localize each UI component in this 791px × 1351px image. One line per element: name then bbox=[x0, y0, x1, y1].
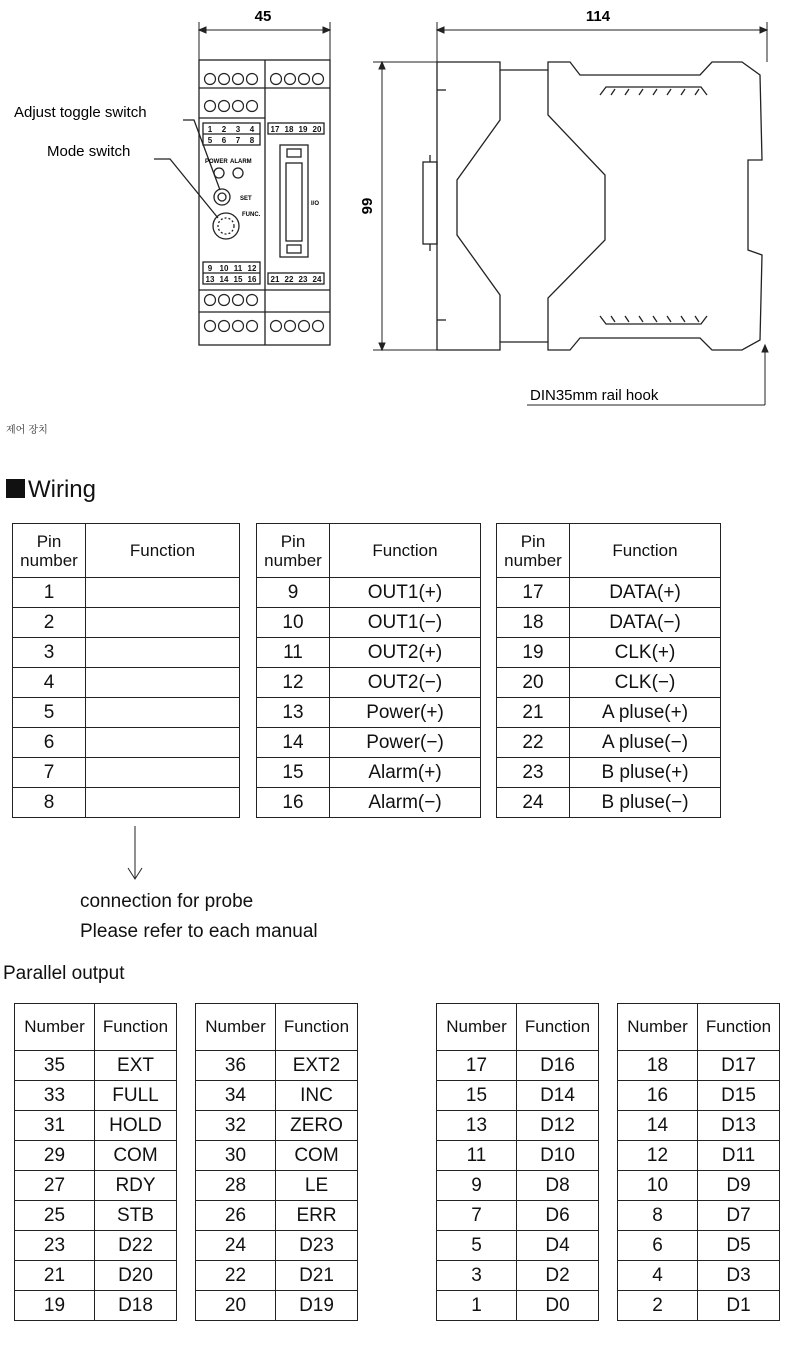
parallel-table-body bbox=[196, 1051, 358, 1321]
number-cell: 30 bbox=[196, 1141, 276, 1171]
table-row bbox=[618, 1201, 780, 1231]
function-cell bbox=[86, 788, 240, 818]
wiring-table-body bbox=[13, 578, 240, 818]
number-cell: 13 bbox=[437, 1111, 517, 1141]
terminal-number: 6 bbox=[221, 136, 227, 145]
table-row bbox=[497, 788, 721, 818]
wiring-table-body bbox=[257, 578, 481, 818]
pin-number-cell: 10 bbox=[257, 608, 330, 638]
function-cell bbox=[86, 758, 240, 788]
function-cell: D8 bbox=[517, 1171, 599, 1201]
func-label: FUNC. bbox=[242, 212, 261, 218]
function-cell: EXT2 bbox=[276, 1051, 358, 1081]
function-cell: Power(−) bbox=[330, 728, 481, 758]
table-row bbox=[437, 1171, 599, 1201]
table-row bbox=[15, 1231, 177, 1261]
pin-number-cell: 6 bbox=[13, 728, 86, 758]
terminal-number: 2 bbox=[221, 125, 227, 134]
terminal-number: 24 bbox=[312, 275, 322, 284]
pin-number-cell: 2 bbox=[13, 608, 86, 638]
function-cell: D23 bbox=[276, 1231, 358, 1261]
table-row bbox=[13, 608, 240, 638]
function-cell: D17 bbox=[698, 1051, 780, 1081]
probe-note-line2: Please refer to each manual bbox=[80, 921, 318, 942]
terminal-number: 12 bbox=[247, 264, 257, 273]
number-cell: 16 bbox=[618, 1081, 698, 1111]
function-cell: OUT1(+) bbox=[330, 578, 481, 608]
adjust-toggle-switch-label: Adjust toggle switch bbox=[14, 104, 147, 121]
pin-number-cell: 12 bbox=[257, 668, 330, 698]
table-row bbox=[13, 638, 240, 668]
number-cell: 32 bbox=[196, 1111, 276, 1141]
table-row bbox=[437, 1051, 599, 1081]
table-row bbox=[437, 1141, 599, 1171]
terminal-number: 14 bbox=[219, 275, 229, 284]
number-cell: 20 bbox=[196, 1291, 276, 1321]
pin-number-cell: 7 bbox=[13, 758, 86, 788]
table-row bbox=[257, 638, 481, 668]
number-cell: 1 bbox=[437, 1291, 517, 1321]
number-cell: 19 bbox=[15, 1291, 95, 1321]
table-row bbox=[497, 608, 721, 638]
number-cell: 8 bbox=[618, 1201, 698, 1231]
function-cell: COM bbox=[95, 1141, 177, 1171]
pin-number-cell: 24 bbox=[497, 788, 570, 818]
function-cell: D11 bbox=[698, 1141, 780, 1171]
function-cell: OUT2(+) bbox=[330, 638, 481, 668]
number-cell: 2 bbox=[618, 1291, 698, 1321]
table-row bbox=[15, 1291, 177, 1321]
table-row bbox=[257, 698, 481, 728]
table-row bbox=[618, 1141, 780, 1171]
wiring-table-body bbox=[497, 578, 721, 818]
number-header: Number bbox=[437, 1004, 517, 1051]
probe-note-line1: connection for probe bbox=[80, 891, 254, 912]
function-cell: FULL bbox=[95, 1081, 177, 1111]
table-row bbox=[497, 578, 721, 608]
table-row bbox=[618, 1051, 780, 1081]
function-cell: D4 bbox=[517, 1231, 599, 1261]
table-row bbox=[257, 758, 481, 788]
terminal-number: 15 bbox=[233, 275, 243, 284]
number-cell: 28 bbox=[196, 1171, 276, 1201]
table-row bbox=[437, 1261, 599, 1291]
pin-number-cell: 20 bbox=[497, 668, 570, 698]
function-cell: D14 bbox=[517, 1081, 599, 1111]
number-header: Number bbox=[618, 1004, 698, 1051]
table-row bbox=[196, 1201, 358, 1231]
terminal-number: 3 bbox=[235, 125, 241, 134]
pin-number-cell: 11 bbox=[257, 638, 330, 668]
pin-number-header: Pin number bbox=[13, 524, 86, 578]
parallel-table-4 bbox=[617, 1003, 780, 1321]
function-cell: D18 bbox=[95, 1291, 177, 1321]
table-row bbox=[196, 1291, 358, 1321]
table-row bbox=[497, 728, 721, 758]
pin-number-cell: 17 bbox=[497, 578, 570, 608]
function-cell: CLK(+) bbox=[570, 638, 721, 668]
pin-number-cell: 4 bbox=[13, 668, 86, 698]
terminal-number: 8 bbox=[249, 136, 255, 145]
number-cell: 23 bbox=[15, 1231, 95, 1261]
parallel-table-body bbox=[15, 1051, 177, 1321]
alarm-led-label: ALARM bbox=[230, 159, 252, 165]
number-cell: 26 bbox=[196, 1201, 276, 1231]
function-cell: ZERO bbox=[276, 1111, 358, 1141]
wiring-table-3 bbox=[496, 523, 721, 818]
table-row bbox=[618, 1111, 780, 1141]
function-cell: A pluse(+) bbox=[570, 698, 721, 728]
function-cell: D2 bbox=[517, 1261, 599, 1291]
number-cell: 24 bbox=[196, 1231, 276, 1261]
terminal-number: 20 bbox=[312, 125, 322, 134]
height-dim-label: 99 bbox=[359, 197, 376, 215]
table-row bbox=[497, 668, 721, 698]
table-row bbox=[196, 1231, 358, 1261]
function-cell bbox=[86, 638, 240, 668]
function-cell: D6 bbox=[517, 1201, 599, 1231]
pin-number-cell: 9 bbox=[257, 578, 330, 608]
function-cell: OUT1(−) bbox=[330, 608, 481, 638]
function-header: Function bbox=[95, 1004, 177, 1051]
function-cell: Alarm(+) bbox=[330, 758, 481, 788]
number-cell: 35 bbox=[15, 1051, 95, 1081]
function-cell: Power(+) bbox=[330, 698, 481, 728]
table-row bbox=[13, 668, 240, 698]
pin-number-header: Pin number bbox=[257, 524, 330, 578]
function-cell: D0 bbox=[517, 1291, 599, 1321]
function-cell: D12 bbox=[517, 1111, 599, 1141]
table-row bbox=[15, 1081, 177, 1111]
number-cell: 3 bbox=[437, 1261, 517, 1291]
table-row bbox=[196, 1051, 358, 1081]
pin-number-cell: 19 bbox=[497, 638, 570, 668]
number-cell: 34 bbox=[196, 1081, 276, 1111]
terminal-number: 4 bbox=[249, 125, 255, 134]
function-cell: D3 bbox=[698, 1261, 780, 1291]
io-label: I/O bbox=[311, 201, 320, 207]
terminal-number: 17 bbox=[270, 125, 280, 134]
table-row bbox=[257, 668, 481, 698]
function-cell: Alarm(−) bbox=[330, 788, 481, 818]
width-dimension bbox=[199, 22, 330, 60]
table-row bbox=[15, 1141, 177, 1171]
table-row bbox=[618, 1231, 780, 1261]
terminal-number: 11 bbox=[233, 264, 243, 273]
table-row bbox=[437, 1291, 599, 1321]
function-cell: D13 bbox=[698, 1111, 780, 1141]
height-dimension bbox=[373, 62, 440, 350]
table-row bbox=[257, 578, 481, 608]
number-cell: 27 bbox=[15, 1171, 95, 1201]
pin-number-cell: 18 bbox=[497, 608, 570, 638]
table-row bbox=[497, 638, 721, 668]
rail-hook-label: DIN35mm rail hook bbox=[530, 387, 659, 404]
table-row bbox=[196, 1141, 358, 1171]
function-cell: B pluse(+) bbox=[570, 758, 721, 788]
table-row bbox=[15, 1051, 177, 1081]
table-row bbox=[13, 578, 240, 608]
function-cell bbox=[86, 728, 240, 758]
table-row bbox=[196, 1261, 358, 1291]
pin-number-cell: 5 bbox=[13, 698, 86, 728]
number-cell: 4 bbox=[618, 1261, 698, 1291]
function-cell: INC bbox=[276, 1081, 358, 1111]
function-cell: D5 bbox=[698, 1231, 780, 1261]
function-cell: D10 bbox=[517, 1141, 599, 1171]
pin-number-cell: 14 bbox=[257, 728, 330, 758]
number-cell: 14 bbox=[618, 1111, 698, 1141]
terminal-number: 22 bbox=[284, 275, 294, 284]
parallel-output-title: Parallel output bbox=[3, 963, 125, 984]
table-row bbox=[13, 698, 240, 728]
parallel-table-body bbox=[437, 1051, 599, 1321]
function-cell: HOLD bbox=[95, 1111, 177, 1141]
pin-number-cell: 13 bbox=[257, 698, 330, 728]
wiring-heading bbox=[6, 476, 96, 504]
set-label: SET bbox=[240, 196, 252, 202]
table-row bbox=[13, 728, 240, 758]
table-row bbox=[15, 1111, 177, 1141]
wiring-table-2 bbox=[256, 523, 481, 818]
function-header: Function bbox=[86, 524, 240, 578]
pin-number-header: Pin number bbox=[497, 524, 570, 578]
function-cell: B pluse(−) bbox=[570, 788, 721, 818]
parallel-table-1 bbox=[14, 1003, 177, 1321]
square-bullet-icon bbox=[6, 479, 25, 498]
down-arrow-icon bbox=[125, 824, 145, 882]
terminal-number: 21 bbox=[270, 275, 280, 284]
table-row bbox=[196, 1081, 358, 1111]
table-row bbox=[13, 758, 240, 788]
function-cell bbox=[86, 608, 240, 638]
table-row bbox=[257, 608, 481, 638]
width-dim-label: 45 bbox=[254, 8, 272, 25]
table-row bbox=[196, 1171, 358, 1201]
terminal-number: 7 bbox=[235, 136, 241, 145]
terminal-number: 13 bbox=[205, 275, 215, 284]
number-cell: 25 bbox=[15, 1201, 95, 1231]
function-cell: RDY bbox=[95, 1171, 177, 1201]
pin-number-cell: 3 bbox=[13, 638, 86, 668]
table-row bbox=[618, 1291, 780, 1321]
side-view bbox=[423, 62, 762, 350]
function-cell: DATA(+) bbox=[570, 578, 721, 608]
wiring-table-1 bbox=[12, 523, 240, 818]
number-cell: 17 bbox=[437, 1051, 517, 1081]
number-cell: 22 bbox=[196, 1261, 276, 1291]
function-header: Function bbox=[330, 524, 481, 578]
terminal-number: 18 bbox=[284, 125, 294, 134]
figure-caption: 제어 장치 bbox=[6, 425, 48, 436]
function-cell: D9 bbox=[698, 1171, 780, 1201]
function-cell: OUT2(−) bbox=[330, 668, 481, 698]
pin-number-cell: 21 bbox=[497, 698, 570, 728]
function-cell: D22 bbox=[95, 1231, 177, 1261]
number-cell: 36 bbox=[196, 1051, 276, 1081]
function-header: Function bbox=[276, 1004, 358, 1051]
number-cell: 29 bbox=[15, 1141, 95, 1171]
pin-number-cell: 23 bbox=[497, 758, 570, 788]
terminal-number: 5 bbox=[207, 136, 213, 145]
function-cell: COM bbox=[276, 1141, 358, 1171]
number-cell: 11 bbox=[437, 1141, 517, 1171]
function-cell: D19 bbox=[276, 1291, 358, 1321]
table-row bbox=[618, 1261, 780, 1291]
table-row bbox=[196, 1111, 358, 1141]
terminal-number: 1 bbox=[207, 125, 213, 134]
table-row bbox=[13, 788, 240, 818]
wiring-title: Wiring bbox=[28, 476, 97, 503]
depth-dimension bbox=[437, 22, 767, 62]
number-cell: 10 bbox=[618, 1171, 698, 1201]
number-cell: 33 bbox=[15, 1081, 95, 1111]
function-cell: D20 bbox=[95, 1261, 177, 1291]
parallel-table-3 bbox=[436, 1003, 599, 1321]
mode-switch-label: Mode switch bbox=[47, 143, 131, 160]
table-row bbox=[257, 788, 481, 818]
table-row bbox=[15, 1261, 177, 1291]
function-cell: ERR bbox=[276, 1201, 358, 1231]
number-cell: 5 bbox=[437, 1231, 517, 1261]
number-cell: 15 bbox=[437, 1081, 517, 1111]
parallel-table-body bbox=[618, 1051, 780, 1321]
function-cell: CLK(−) bbox=[570, 668, 721, 698]
number-cell: 9 bbox=[437, 1171, 517, 1201]
pin-number-cell: 16 bbox=[257, 788, 330, 818]
depth-dim-label: 114 bbox=[585, 8, 611, 25]
function-header: Function bbox=[698, 1004, 780, 1051]
number-header: Number bbox=[196, 1004, 276, 1051]
table-row bbox=[437, 1111, 599, 1141]
terminal-number: 9 bbox=[207, 264, 213, 273]
number-header: Number bbox=[15, 1004, 95, 1051]
pin-number-cell: 1 bbox=[13, 578, 86, 608]
function-header: Function bbox=[570, 524, 721, 578]
table-row bbox=[497, 698, 721, 728]
function-cell: STB bbox=[95, 1201, 177, 1231]
function-cell: DATA(−) bbox=[570, 608, 721, 638]
number-cell: 6 bbox=[618, 1231, 698, 1261]
table-row bbox=[437, 1081, 599, 1111]
parallel-table-2 bbox=[195, 1003, 358, 1321]
table-row bbox=[618, 1171, 780, 1201]
function-cell: A pluse(−) bbox=[570, 728, 721, 758]
number-cell: 7 bbox=[437, 1201, 517, 1231]
power-led-label: POWER bbox=[205, 159, 228, 165]
terminal-number: 23 bbox=[298, 275, 308, 284]
number-cell: 18 bbox=[618, 1051, 698, 1081]
pin-number-cell: 22 bbox=[497, 728, 570, 758]
table-row bbox=[15, 1171, 177, 1201]
function-cell: LE bbox=[276, 1171, 358, 1201]
terminal-number: 10 bbox=[219, 264, 229, 273]
table-row bbox=[15, 1201, 177, 1231]
function-cell bbox=[86, 578, 240, 608]
pin-number-cell: 15 bbox=[257, 758, 330, 788]
function-header: Function bbox=[517, 1004, 599, 1051]
terminal-number: 16 bbox=[247, 275, 257, 284]
function-cell: EXT bbox=[95, 1051, 177, 1081]
table-row bbox=[257, 728, 481, 758]
function-cell: D21 bbox=[276, 1261, 358, 1291]
table-row bbox=[497, 758, 721, 788]
table-row bbox=[618, 1081, 780, 1111]
function-cell: D15 bbox=[698, 1081, 780, 1111]
probe-note bbox=[80, 887, 318, 947]
screw-terminals bbox=[205, 74, 324, 332]
pin-number-cell: 8 bbox=[13, 788, 86, 818]
table-row bbox=[437, 1231, 599, 1261]
number-cell: 12 bbox=[618, 1141, 698, 1171]
function-cell: D16 bbox=[517, 1051, 599, 1081]
table-row bbox=[437, 1201, 599, 1231]
function-cell bbox=[86, 698, 240, 728]
dimension-drawing bbox=[0, 0, 791, 420]
function-cell: D1 bbox=[698, 1291, 780, 1321]
function-cell bbox=[86, 668, 240, 698]
function-cell: D7 bbox=[698, 1201, 780, 1231]
number-cell: 21 bbox=[15, 1261, 95, 1291]
terminal-number: 19 bbox=[298, 125, 308, 134]
number-cell: 31 bbox=[15, 1111, 95, 1141]
